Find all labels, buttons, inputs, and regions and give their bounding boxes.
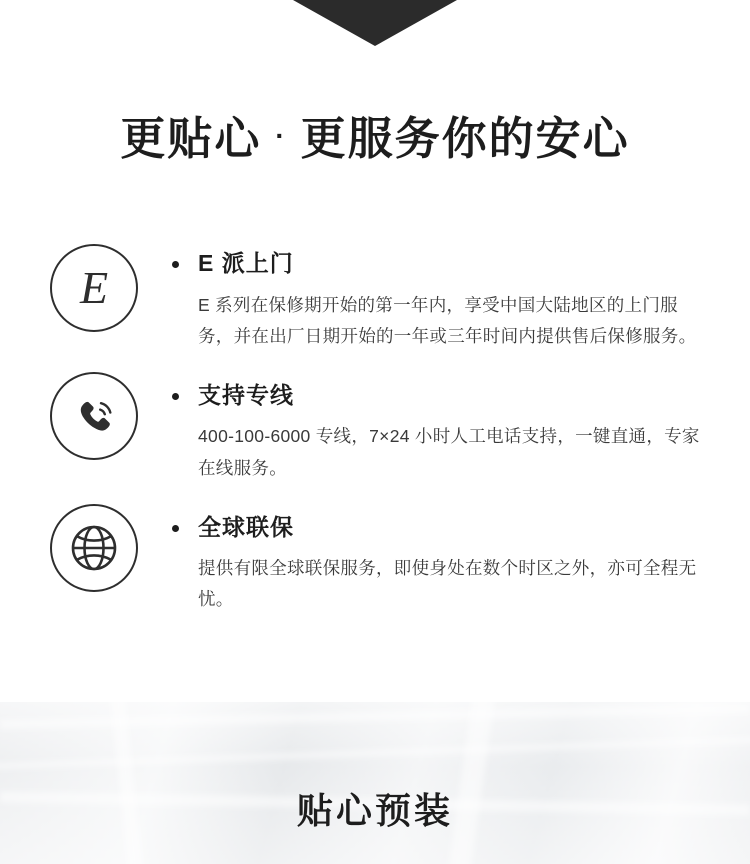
globe-icon bbox=[50, 504, 138, 592]
phone-support-icon bbox=[50, 372, 138, 460]
feature-item-support-hotline bbox=[0, 368, 750, 484]
feature-title: E 派上门 bbox=[172, 250, 702, 278]
feature-item-global-warranty bbox=[0, 500, 750, 616]
feature-icon-wrap bbox=[48, 368, 140, 460]
headline-right: 更服务你的安心 bbox=[300, 113, 630, 164]
feature-description: E 系列在保修期开始的第一年内，享受中国大陆地区的上门服务，并在出厂日期开始的一年或三年时间内提供售后保修服务。 bbox=[198, 294, 697, 346]
headline-left: 更贴心 bbox=[120, 113, 262, 164]
feature-icon-wrap bbox=[48, 500, 140, 592]
feature-item-e-service bbox=[0, 240, 750, 352]
feature-icon-wrap bbox=[48, 240, 140, 332]
headline-separator-icon: · bbox=[275, 120, 287, 152]
feature-text bbox=[140, 368, 750, 484]
feature-description: 400-100-6000 专线，7×24 小时人工电话支持，一键直通，专家在线服务。 bbox=[198, 426, 700, 478]
feature-text bbox=[140, 240, 750, 352]
feature-description: 提供有限全球联保服务，即使身处在数个时区之外，亦可全程无忧。 bbox=[198, 558, 697, 610]
bottom-photo-band bbox=[0, 702, 750, 864]
chevron-down-shape bbox=[293, 0, 457, 46]
feature-text bbox=[140, 500, 750, 616]
feature-list bbox=[0, 240, 750, 636]
letter-e-glyph: E bbox=[79, 262, 109, 313]
page-title bbox=[0, 112, 750, 166]
feature-title: 全球联保 bbox=[172, 514, 702, 542]
letter-e-icon bbox=[50, 244, 138, 332]
bottom-section-title: 贴心预装 bbox=[296, 790, 453, 831]
top-banner bbox=[0, 0, 750, 46]
feature-title: 支持专线 bbox=[172, 382, 702, 410]
